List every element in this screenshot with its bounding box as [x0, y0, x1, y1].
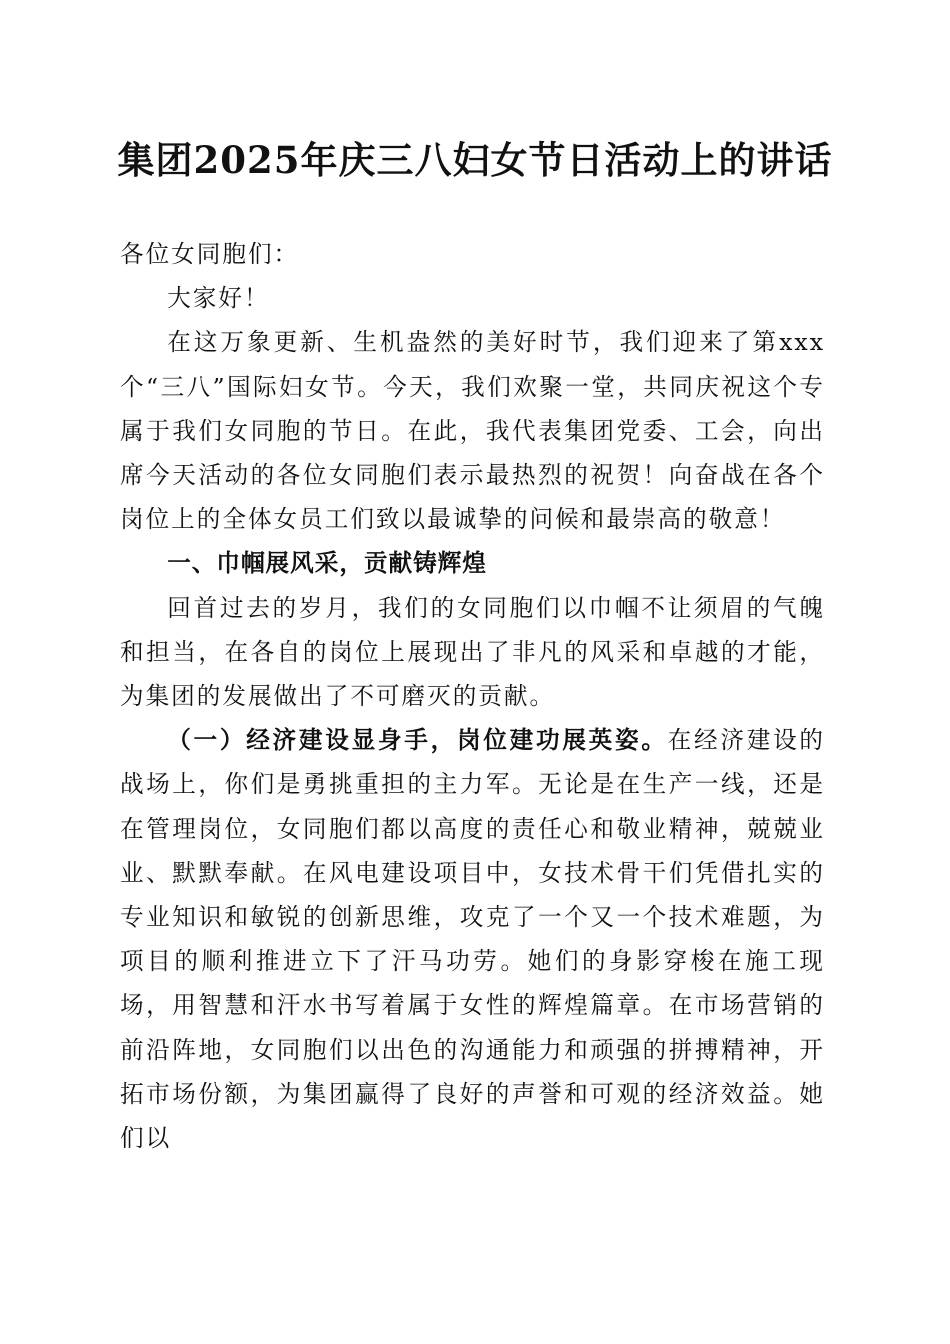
salutation: 各位女同胞们：: [120, 240, 300, 268]
section-paragraph: 回首过去的岁月，我们的女同胞们以巾帼不让须眉的气魄和担当，在各自的岗位上展现出了非凡的风采和卓越的才能，为集团的发展做出了不可磨灭的贡献。: [120, 593, 825, 711]
intro-paragraph: 在这万象更新、生机盎然的美好时节，我们迎来了第xxx个“三八”国际妇女节。今天，我们欢聚一堂，共同庆祝这个专属于我们女同胞的节日。在此，我代表集团党委、工会，向出席今天活动的各位女同胞们表示最热烈的祝贺！向奋战在各个岗位上的全体女员工们致以最诚挚的问候和最崇高的敬意！: [120, 328, 825, 534]
subsection-paragraph: [120, 718, 825, 1160]
subsection-heading: （一）经济建设显身手，岗位建功展英姿。: [167, 726, 668, 755]
subsection-text: 在经济建设的战场上，你们是勇挑重担的主力军。无论是在生产一线，还是在管理岗位，女同胞们都以高度的责任心和敬业精神，兢兢业业、默默奉献。在风电建设项目中，女技术骨干们凭借扎实的专业知识和敏锐的创新思维，攻克了一个又一个技术难题，为项目的顺利推进立下了汗马功劳。她们的身影穿梭在施工现场，用智慧和汗水书写着属于女性的辉煌篇章。在市场营销的前沿阵地，女同胞们以出色的沟通能力和顽强的拼搏精神，开拓市场份额，为集团赢得了良好的声誉和可观的经济效益。她们以: [120, 726, 826, 1153]
greeting: 大家好！: [167, 284, 270, 313]
document-title: 集团2025年庆三八妇女节日活动上的讲话: [117, 138, 833, 182]
document-body: [120, 232, 825, 1160]
section-heading: 一、巾帼展风采，贡献铸辉煌: [167, 549, 487, 578]
